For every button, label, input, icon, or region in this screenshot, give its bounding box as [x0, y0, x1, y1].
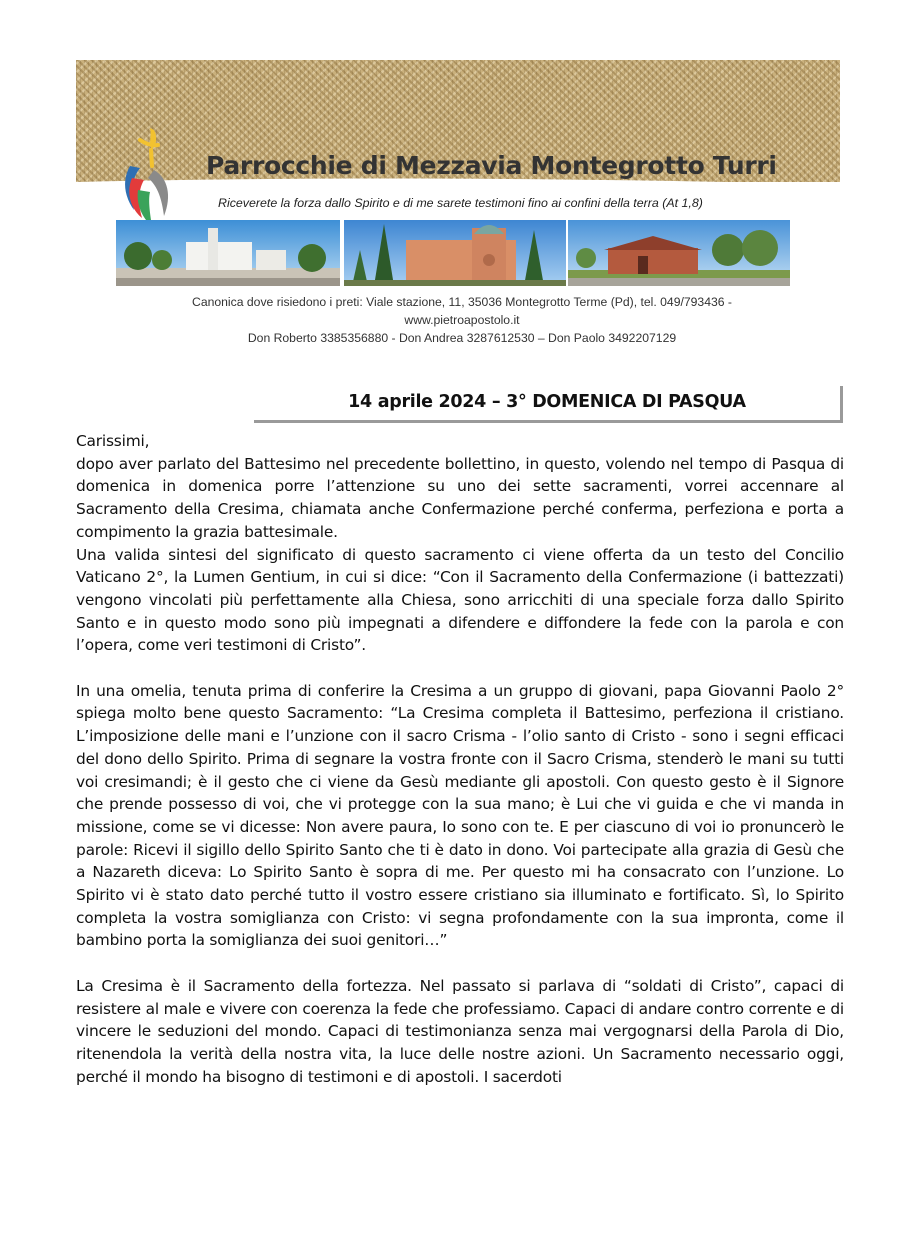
parish-motto: Riceverete la forza dallo Spirito e di me sarete testimoni fino ai confini della terra (At 1,8) [218, 196, 703, 210]
header-banner [76, 60, 840, 286]
paragraph-strength: La Cresima è il Sacramento della fortezza. Nel passato si parlava di “soldati di Cristo”, capaci di resistere al male e vivere con coerenza la fede che professiamo. Capaci di andare contro corrente e di vincere le seduzioni del mondo. Capaci di testimonianza senza mai vergognarsi della Parola di Dio, ritenendola la verità della nostra vita, la luce delle nostre azioni. Un Sacramento necessario oggi, perché il mondo ha bisogno di testimoni e di apostoli. I sacerdoti [76, 976, 844, 1086]
website-link[interactable]: www.pietroapostolo.it [404, 313, 520, 327]
page-title: Parrocchie di Mezzavia Montegrotto Turri [206, 151, 777, 180]
bulletin-date-heading: 14 aprile 2024 – 3° DOMENICA DI PASQUA [348, 392, 746, 412]
church-photo-modern [116, 220, 340, 286]
parish-flame-logo-icon [118, 126, 176, 230]
date-heading-box [254, 386, 843, 423]
paragraph-intro: dopo aver parlato del Battesimo nel precedente bollettino, in questo, volendo nel tempo di Pasqua di domenica in domenica porre l’attenzione su uno dei sette sacramenti, vorrei accennare al Sacramento della Cresima, chiamata anche Confermazione perché conferma, perfeziona e porta a compimento la grazia battesimale. [76, 454, 844, 541]
paragraph-lumen-gentium: Una valida sintesi del significato di questo sacramento ci viene offerta da un testo del Concilio Vaticano 2°, la Lumen Gentium, in cui si dice: “Con il Sacramento della Confermazione (i battezzati) vengono vincolati più perfettamente alla Chiesa, sono arricchiti di una speciale forza dallo Spirito Santo e in questo modo sono più impegnati a difendere e diffondere la fede con la parola e con l’opera, come veri testimoni di Cristo”. [76, 545, 844, 655]
church-photo-brick [568, 220, 790, 286]
contact-priests: Don Roberto 3385356880 - Don Andrea 3287612530 – Don Paolo 3492207129 [247, 331, 677, 345]
contact-address: Canonica dove risiedono i preti: Viale stazione, 11, 35036 Montegrotto Terme (Pd), tel. 049/793436 - [192, 295, 732, 309]
greeting: Carissimi, [76, 432, 150, 450]
contact-info [100, 293, 824, 347]
church-photo-dome [344, 220, 566, 286]
paragraph-homily: In una omelia, tenuta prima di conferire la Cresima a un gruppo di giovani, papa Giovanni Paolo 2° spiega molto bene questo Sacramento: “La Cresima completa il Battesimo, perfeziona il cristiano. L’imposizione delle mani e l’unzione con il sacro Crisma - l’olio santo di Cristo - sono i segni efficaci del dono dello Spirito. Prima di segnare la vostra fronte con il Sacro Crisma, stenderò le mani su tutti voi cresimandi; è il gesto che ci viene da Gesù mediante gli apostoli. Con questo gesto è il Signore che prende possesso di voi, che vi protegge con la sua mano; è Lui che vi guida e che vi manda in missione, come se vi dicesse: Non avere paura, Io sono con te. E per ciascuno di voi io pronuncerò le parole: Ricevi il sigillo dello Spirito Santo che ti è dato in dono. Voi partecipate alla grazia di Gesù che a Nazareth diceva: Lo Spirito Santo è sopra di me. Per questo mi ha consacrato con l’unzione. Lo Spirito vi è stato dato perché tutto il vostro essere cristiano sia illuminato e fortificato. Sì, lo Spirito completa la vostra somiglianza con Cristo: vi segna profondamente con la sua impronta, come il bambino porta la somiglianza dei suoi genitori…” [76, 681, 844, 950]
bulletin-body [76, 430, 844, 1088]
